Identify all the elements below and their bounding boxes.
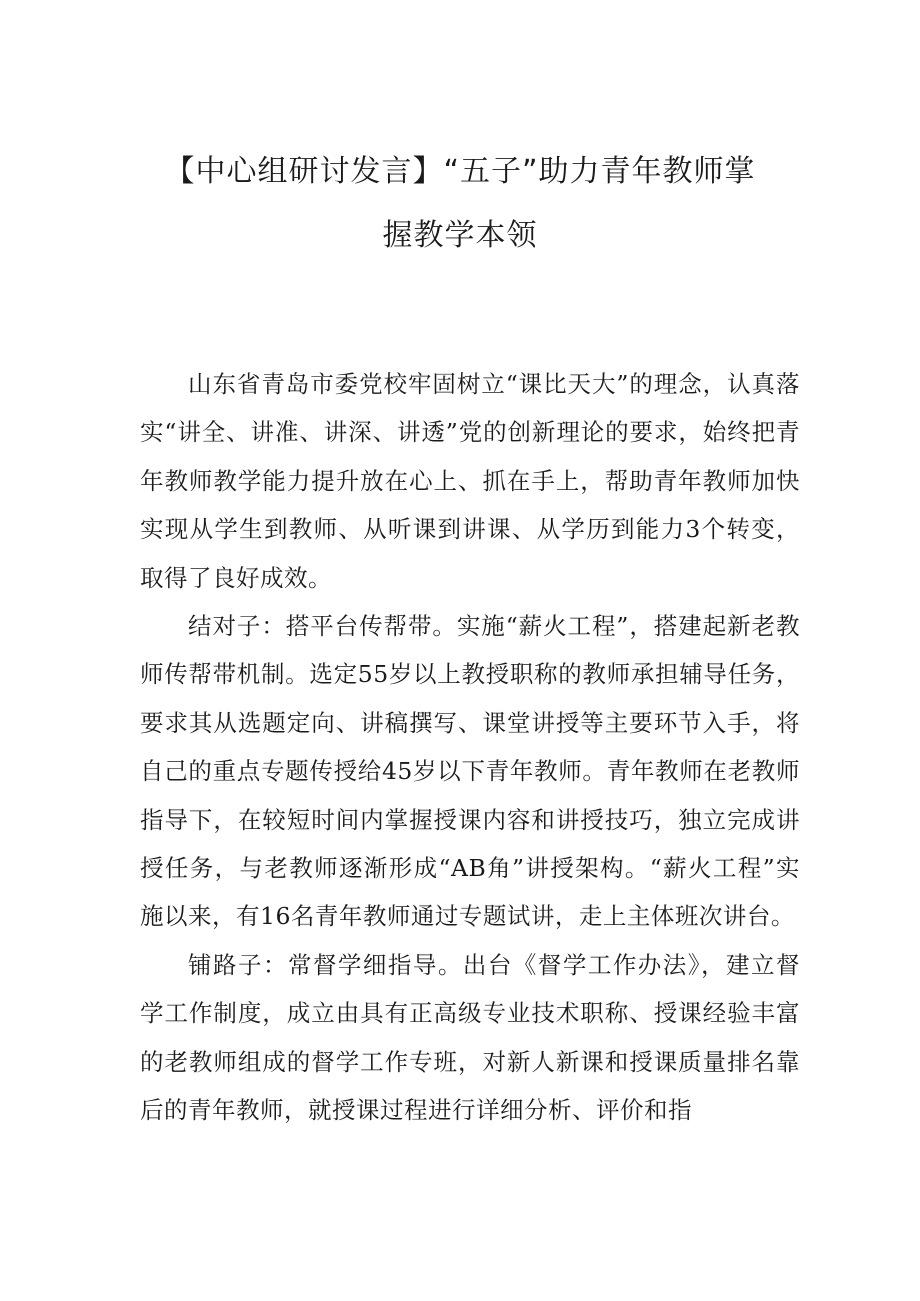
document-title-line-1: 【中心组研讨发言】“五子”助力青年教师掌: [164, 154, 756, 189]
paragraph-guidance: 铺路子：常督学细指导。出台《督学工作办法》，建立督学工作制度，成立由具有正高级专业技术职称、授课经验丰富的老教师组成的督学工作专班，对新人新课和授课质量排名靠后的青年教师，就授课过程进行详细分析、评价和指: [140, 950, 800, 1125]
paragraph-intro: 山东省青岛市委党校牢固树立“课比天大”的理念，认真落实“讲全、讲准、讲深、讲透”党的创新理论的要求，始终把青年教师教学能力提升放在心上、抓在手上，帮助青年教师加快实现从学生到教师、从听课到讲课、从学历到能力3个转变，取得了良好成效。: [140, 370, 800, 592]
document-title-line-2: 握教学本领: [382, 218, 538, 253]
paragraph-pairing: 结对子：搭平台传帮带。实施“薪火工程”，搭建起新老教师传帮带机制。选定55岁以上教授职称的教师承担辅导任务，要求其从选题定向、讲稿撰写、课堂讲授等主要环节入手，将自己的重点专题传授给45岁以下青年教师。青年教师在老教师指导下，在较短时间内掌握授课内容和讲授技巧，独立完成讲授任务，与老教师逐渐形成“AB角”讲授架构。“薪火工程”实施以来，有16名青年教师通过专题试讲，走上主体班次讲台。: [140, 612, 800, 931]
document-body: [140, 360, 800, 1135]
